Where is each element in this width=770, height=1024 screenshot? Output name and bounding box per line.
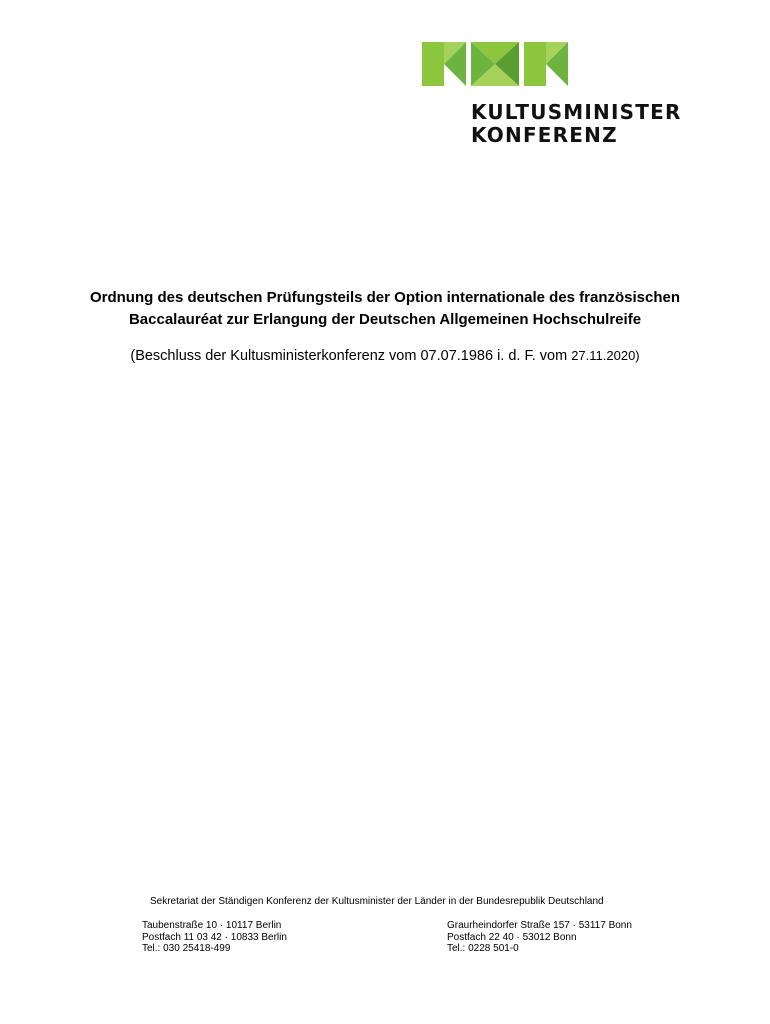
bonn-street: Graurheindorfer Straße 157 · 53117 Bonn — [447, 920, 632, 931]
address-bonn — [447, 920, 632, 955]
document-title: Ordnung des deutschen Prüfungsteils der Option internationale des französischen Baccalauréat zur Erlangung der Deutschen Allgemeinen Hochschulreife — [89, 289, 681, 328]
berlin-postbox: Postfach 11 03 42 · 10833 Berlin — [142, 931, 287, 943]
kmk-logo-mark — [422, 42, 568, 86]
logo-wordmark — [471, 101, 682, 147]
logo-line-1: KULTUSMINISTER — [471, 100, 682, 124]
berlin-street: Taubenstraße 10 · 10117 Berlin — [142, 920, 282, 931]
secretariat-line: Sekretariat der Ständigen Konferenz der Kultusminister der Länder in der Bundesrepublik Deutschland — [150, 896, 604, 907]
kmk-logo — [418, 40, 688, 150]
title-block — [60, 287, 710, 365]
berlin-phone: Tel.: 030 25418-499 — [142, 943, 231, 954]
subtitle-date: 27.11.2020) — [571, 348, 640, 363]
document-subtitle — [60, 347, 710, 365]
subtitle-main: (Beschluss der Kultusministerkonferenz vom 07.07.1986 i. d. F. vom — [130, 348, 568, 364]
logo-line-2: KONFERENZ — [471, 123, 618, 147]
address-berlin — [142, 920, 287, 955]
bonn-phone: Tel.: 0228 501-0 — [447, 943, 519, 954]
bonn-postbox: Postfach 22 40 · 53012 Bonn — [447, 931, 577, 943]
